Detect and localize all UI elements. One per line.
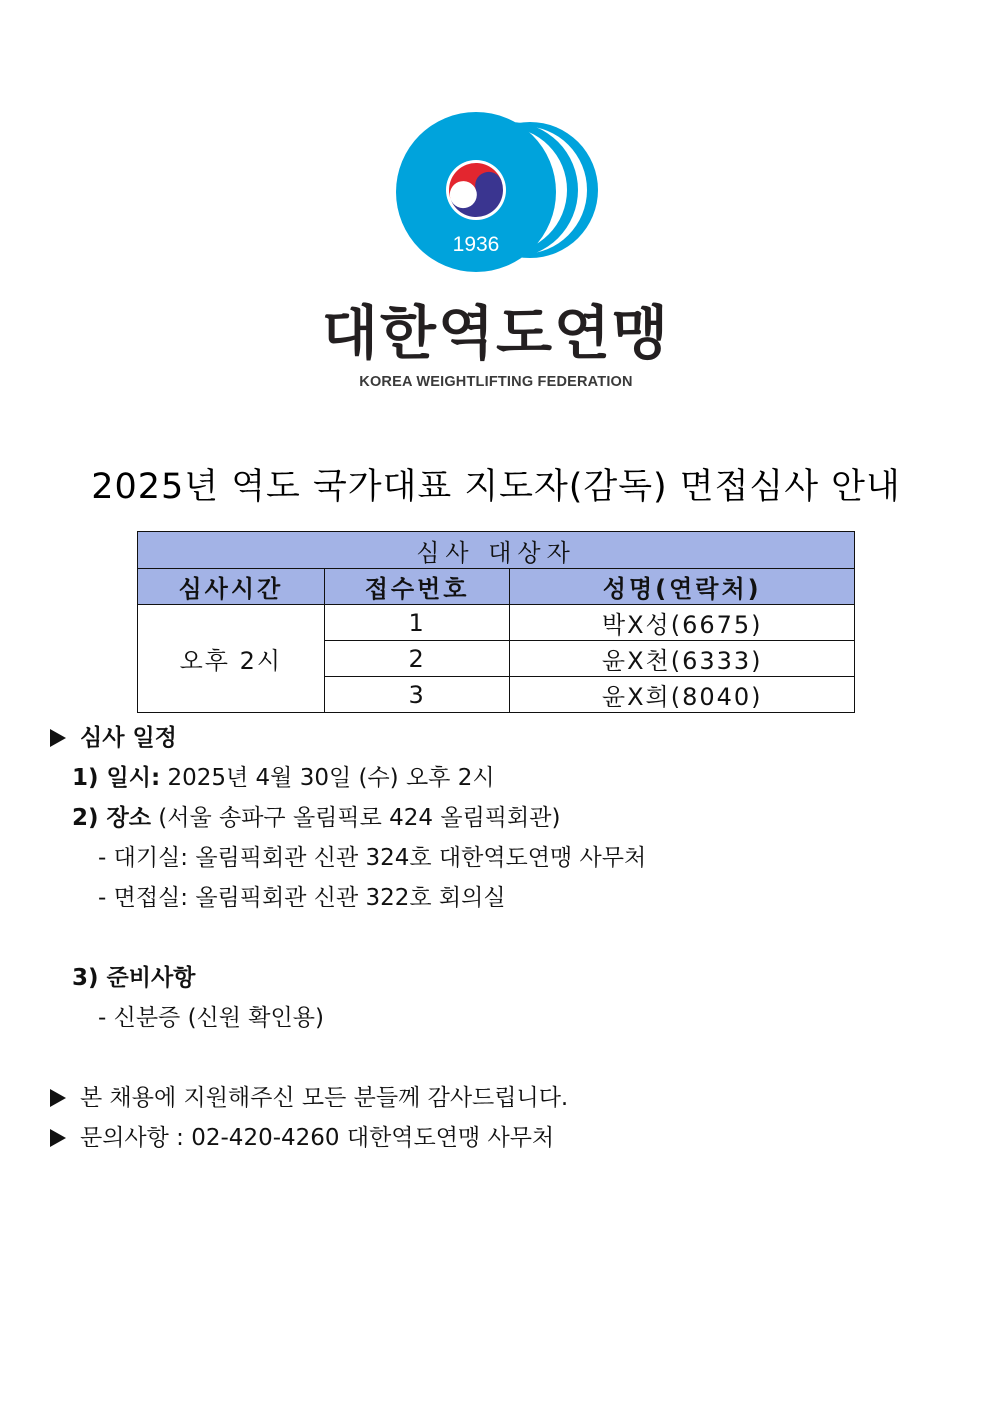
- registration-number: 3: [324, 677, 510, 713]
- table-row: [138, 605, 855, 641]
- schedule-heading-line: [50, 722, 177, 754]
- registration-number: 1: [324, 605, 510, 641]
- triangle-bullet-icon: [50, 1089, 66, 1107]
- date-label: 1) 일시:: [72, 765, 161, 791]
- table-caption: 심사 대상자: [138, 532, 855, 569]
- candidate-name: 박X성(6675): [510, 605, 855, 641]
- federation-name-korean: 대한역도연맹: [321, 299, 671, 367]
- federation-emblem: [380, 110, 610, 280]
- triangle-bullet-icon: [50, 1129, 66, 1147]
- emblem-year: 1936: [452, 233, 500, 256]
- triangle-bullet-icon: [50, 729, 66, 747]
- thanks-text: 본 채용에 지원해주신 모든 분들께 감사드립니다.: [80, 1085, 569, 1111]
- candidate-name: 윤X희(8040): [510, 677, 855, 713]
- header-number: 접수번호: [324, 569, 510, 605]
- place-value: (서울 송파구 올림픽로 424 올림픽회관): [158, 805, 561, 831]
- thanks-line: [50, 1082, 568, 1114]
- candidate-name: 윤X천(6333): [510, 641, 855, 677]
- interview-time: 오후 2시: [138, 605, 325, 713]
- registration-number: 2: [324, 641, 510, 677]
- place-label: 2) 장소: [72, 805, 151, 831]
- interview-room: - 면접실: 올림픽회관 신관 322호 회의실: [98, 885, 506, 911]
- page-title: 2025년 역도 국가대표 지도자(감독) 면접심사 안내: [91, 467, 901, 507]
- preparation-label: 3) 준비사항: [72, 965, 196, 991]
- header-time: 심사시간: [138, 569, 325, 605]
- candidates-table: [137, 531, 855, 713]
- preparation-label-line: [72, 962, 195, 994]
- header-name: 성명(연락처): [510, 569, 855, 605]
- date-value: 2025년 4월 30일 (수) 오후 2시: [167, 765, 495, 791]
- schedule-heading: 심사 일정: [80, 725, 177, 751]
- preparation-item: - 신분증 (신원 확인용): [98, 1005, 324, 1031]
- contact-line: [50, 1122, 554, 1154]
- contact-text: 문의사항 : 02-420-4260 대한역도연맹 사무처: [80, 1125, 555, 1151]
- federation-name-english: KOREA WEIGHTLIFTING FEDERATION: [359, 374, 633, 390]
- waiting-room: - 대기실: 올림픽회관 신관 324호 대한역도연맹 사무처: [98, 845, 647, 871]
- schedule-date-line: [72, 762, 495, 794]
- schedule-place-line: [72, 802, 560, 834]
